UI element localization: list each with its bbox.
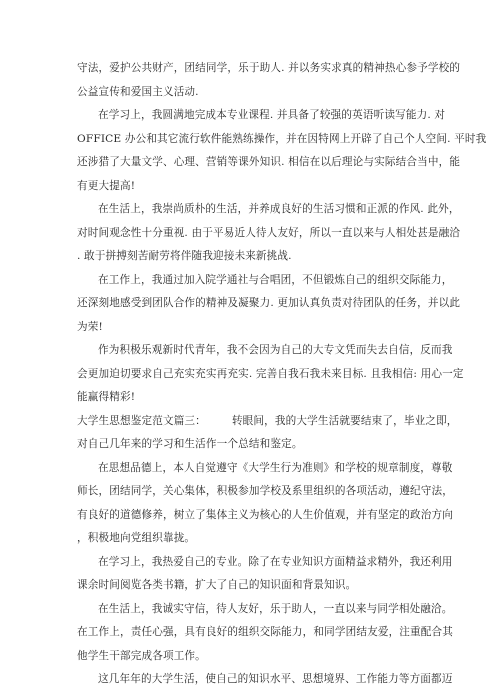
section-heading: 大学生思想鉴定范文篇三： [77, 414, 206, 427]
line-text: 公益宣传和爱国主义活动. [77, 85, 199, 98]
text-line [77, 175, 429, 199]
line-text: 还涉猎了大量文学、心理、营销等课外知识. 相信在以后理论与实际结合当中，能 [77, 156, 461, 168]
text-line [77, 128, 487, 152]
line-text: 对自己几年来的学习和生活作一个总结和鉴定。 [77, 438, 303, 450]
text-line [77, 574, 429, 598]
line-text: 对时间观念性十分重视. 由于平易近人待人友好，所以一直以来与人相处甚是融洽 [77, 226, 461, 239]
line-text: OFFICE 办公和其它流行软件能熟练操作，并在因特网上开辟了自己个人空间. 平时我 [77, 132, 487, 145]
text-line [77, 551, 453, 575]
text-line [77, 292, 461, 316]
line-text: 有更大提高! [77, 179, 136, 192]
line-text: 在工作上，责任心强，具有良好的组织交际能力，和同学团结友爱，注重配合其 [77, 626, 454, 638]
line-text: 师长，团结同学，关心集体，积极参加学校及系里组织的各项活动，遵纪守法， [77, 485, 454, 497]
line-text: 会更加迫切要求自己充实充实再充实. 完善自我石我未来目标. 且我相信: 用心一定 [77, 367, 464, 380]
text-line [77, 222, 461, 246]
text-line [77, 104, 446, 128]
line-text: 在学习上，我圆满地完成本专业课程. 并具备了较强的英语听读写能力. 对 [98, 109, 446, 121]
line-text: 在工作上，我通过加入院学通社与合唱团，不但锻炼自己的组织交际能力， [98, 273, 453, 286]
text-line [77, 598, 453, 622]
text-line [77, 527, 429, 551]
text-line [77, 269, 453, 293]
line-text: 这几年年的大学生活，使自己的知识水平、思想境界、工作能力等方面都迈 [98, 673, 453, 685]
text-line [77, 386, 429, 410]
line-text: . 敢于拼搏刻苦耐劳将伴随我迎接未来新挑战. [77, 250, 292, 262]
line-text: 课余时间阅览各类书籍，扩大了自己的知识面和背景知识。 [77, 579, 357, 591]
line-text: 有良好的道德修养，树立了集体主义为核心的人生价值观，并有坚定的政治方向 [77, 508, 454, 521]
text-line [77, 433, 429, 457]
line-text: 为荣! [77, 320, 103, 333]
line-text: 在学习上，我热爱自己的专业。除了在专业知识方面精益求精外，我还利用 [98, 555, 453, 568]
text-line [77, 198, 460, 222]
line-text: 守法，爱护公共财产，团结同学，乐于助人. 并以务实求真的精神热心参予学校的 [77, 62, 461, 74]
text-line [77, 57, 461, 81]
text-line [77, 621, 454, 645]
text-line [77, 504, 454, 528]
text-line [77, 245, 429, 269]
text-line [77, 410, 458, 434]
line-text: 还深刻地感受到团队合作的精神及凝聚力. 更加认真负责对待团队的任务，并以此 [77, 297, 461, 309]
document-body [77, 57, 487, 692]
line-text: 能赢得精彩! [77, 391, 136, 403]
line-text: 转眼间，我的大学生活就要结束了，毕业之即， [231, 414, 458, 427]
text-line [77, 81, 429, 105]
text-line [77, 151, 461, 175]
line-text: 在生活上，我崇尚质朴的生活，并养成良好的生活习惯和正派的作风. 此外， [98, 203, 460, 215]
text-line [77, 316, 429, 340]
line-text: 在思想品德上，本人自觉遵守《大学生行为准则》和学校的规章制度，尊敬 [98, 461, 453, 474]
line-text: 他学生干部完成各项工作。 [77, 649, 206, 662]
text-line [77, 480, 454, 504]
text-line [77, 457, 453, 481]
text-line [77, 645, 429, 669]
line-text: ，积极地向党组织靠拢。 [77, 532, 196, 544]
text-line [77, 363, 464, 387]
text-line [77, 668, 453, 692]
line-text: 在生活上，我诚实守信，待人友好，乐于助人，一直以来与同学相处融洽。 [98, 602, 453, 615]
line-text: 作为积极乐观新时代青年，我不会因为自己的大专文凭而失去自信，反而我 [98, 344, 453, 356]
text-line [77, 339, 453, 363]
